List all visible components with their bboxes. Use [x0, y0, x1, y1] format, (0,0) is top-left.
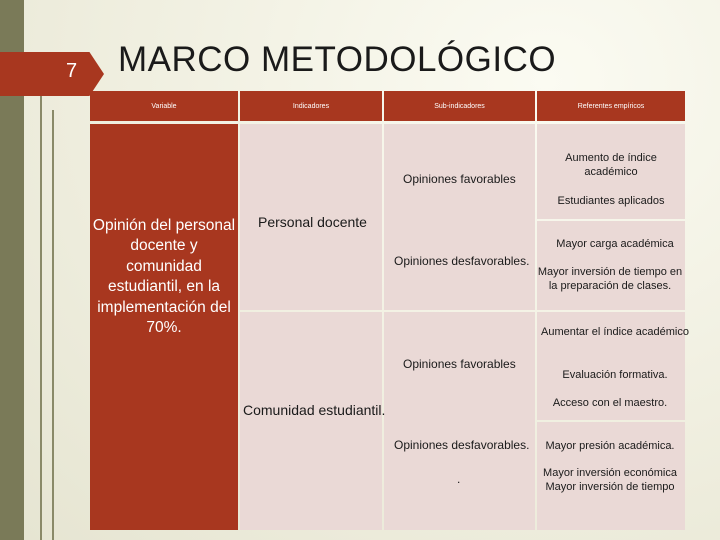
- variable-text: Opinión del personal docente y comunidad estudiantil, en la implementación del 70%.: [92, 217, 236, 337]
- ref-mayor-inversion-tiempo-clases: Mayor inversión de tiempo en la preparación de clases.: [537, 266, 683, 292]
- header-indicadores: Indicadores: [240, 91, 382, 121]
- header-sub-indicadores: Sub-indicadores: [384, 91, 535, 121]
- sub-desfavorables-2: Opiniones desfavorables.: [394, 438, 530, 452]
- sub-favorables-1: Opiniones favorables: [403, 172, 516, 186]
- sub-cell-top: [384, 124, 535, 310]
- indicador-personal: Personal docente: [258, 214, 367, 230]
- decorative-line: [40, 95, 42, 540]
- slide-title: MARCO METODOLÓGICO: [118, 40, 557, 79]
- header-variable: Variable: [90, 91, 238, 121]
- ref-acceso-maestro: Acceso con el maestro.: [552, 397, 668, 409]
- sub-cell-bottom: [384, 312, 535, 530]
- indicador-comunidad: Comunidad estudiantil.: [243, 402, 386, 418]
- ref-aumento-indice: Aumento de índice académico: [565, 152, 657, 178]
- decorative-line: [52, 110, 54, 540]
- ref-mayor-carga: Mayor carga académica: [556, 238, 674, 250]
- ref-evaluacion-formativa: Evaluación formativa.: [562, 369, 668, 381]
- sub-favorables-2: Opiniones favorables: [403, 357, 516, 371]
- ref-aumentar-indice: Aumentar el índice académico: [541, 326, 689, 338]
- ref-mayor-inversion-economica: Mayor inversión económica: [543, 467, 677, 479]
- ref-mayor-inversion-tiempo: Mayor inversión de tiempo: [545, 481, 675, 493]
- sub-desfavorables-1: Opiniones desfavorables.: [394, 254, 530, 268]
- sub-dot: .: [457, 472, 461, 486]
- header-referentes: Referentes empíricos: [537, 91, 685, 121]
- slide-number-tag: [0, 52, 104, 96]
- indicador-cell-comunidad: [240, 312, 382, 530]
- slide-number: 7: [66, 60, 78, 82]
- ref-estudiantes-aplicados: Estudiantes aplicados: [557, 195, 665, 207]
- ref-mayor-presion: Mayor presión académica.: [545, 440, 675, 452]
